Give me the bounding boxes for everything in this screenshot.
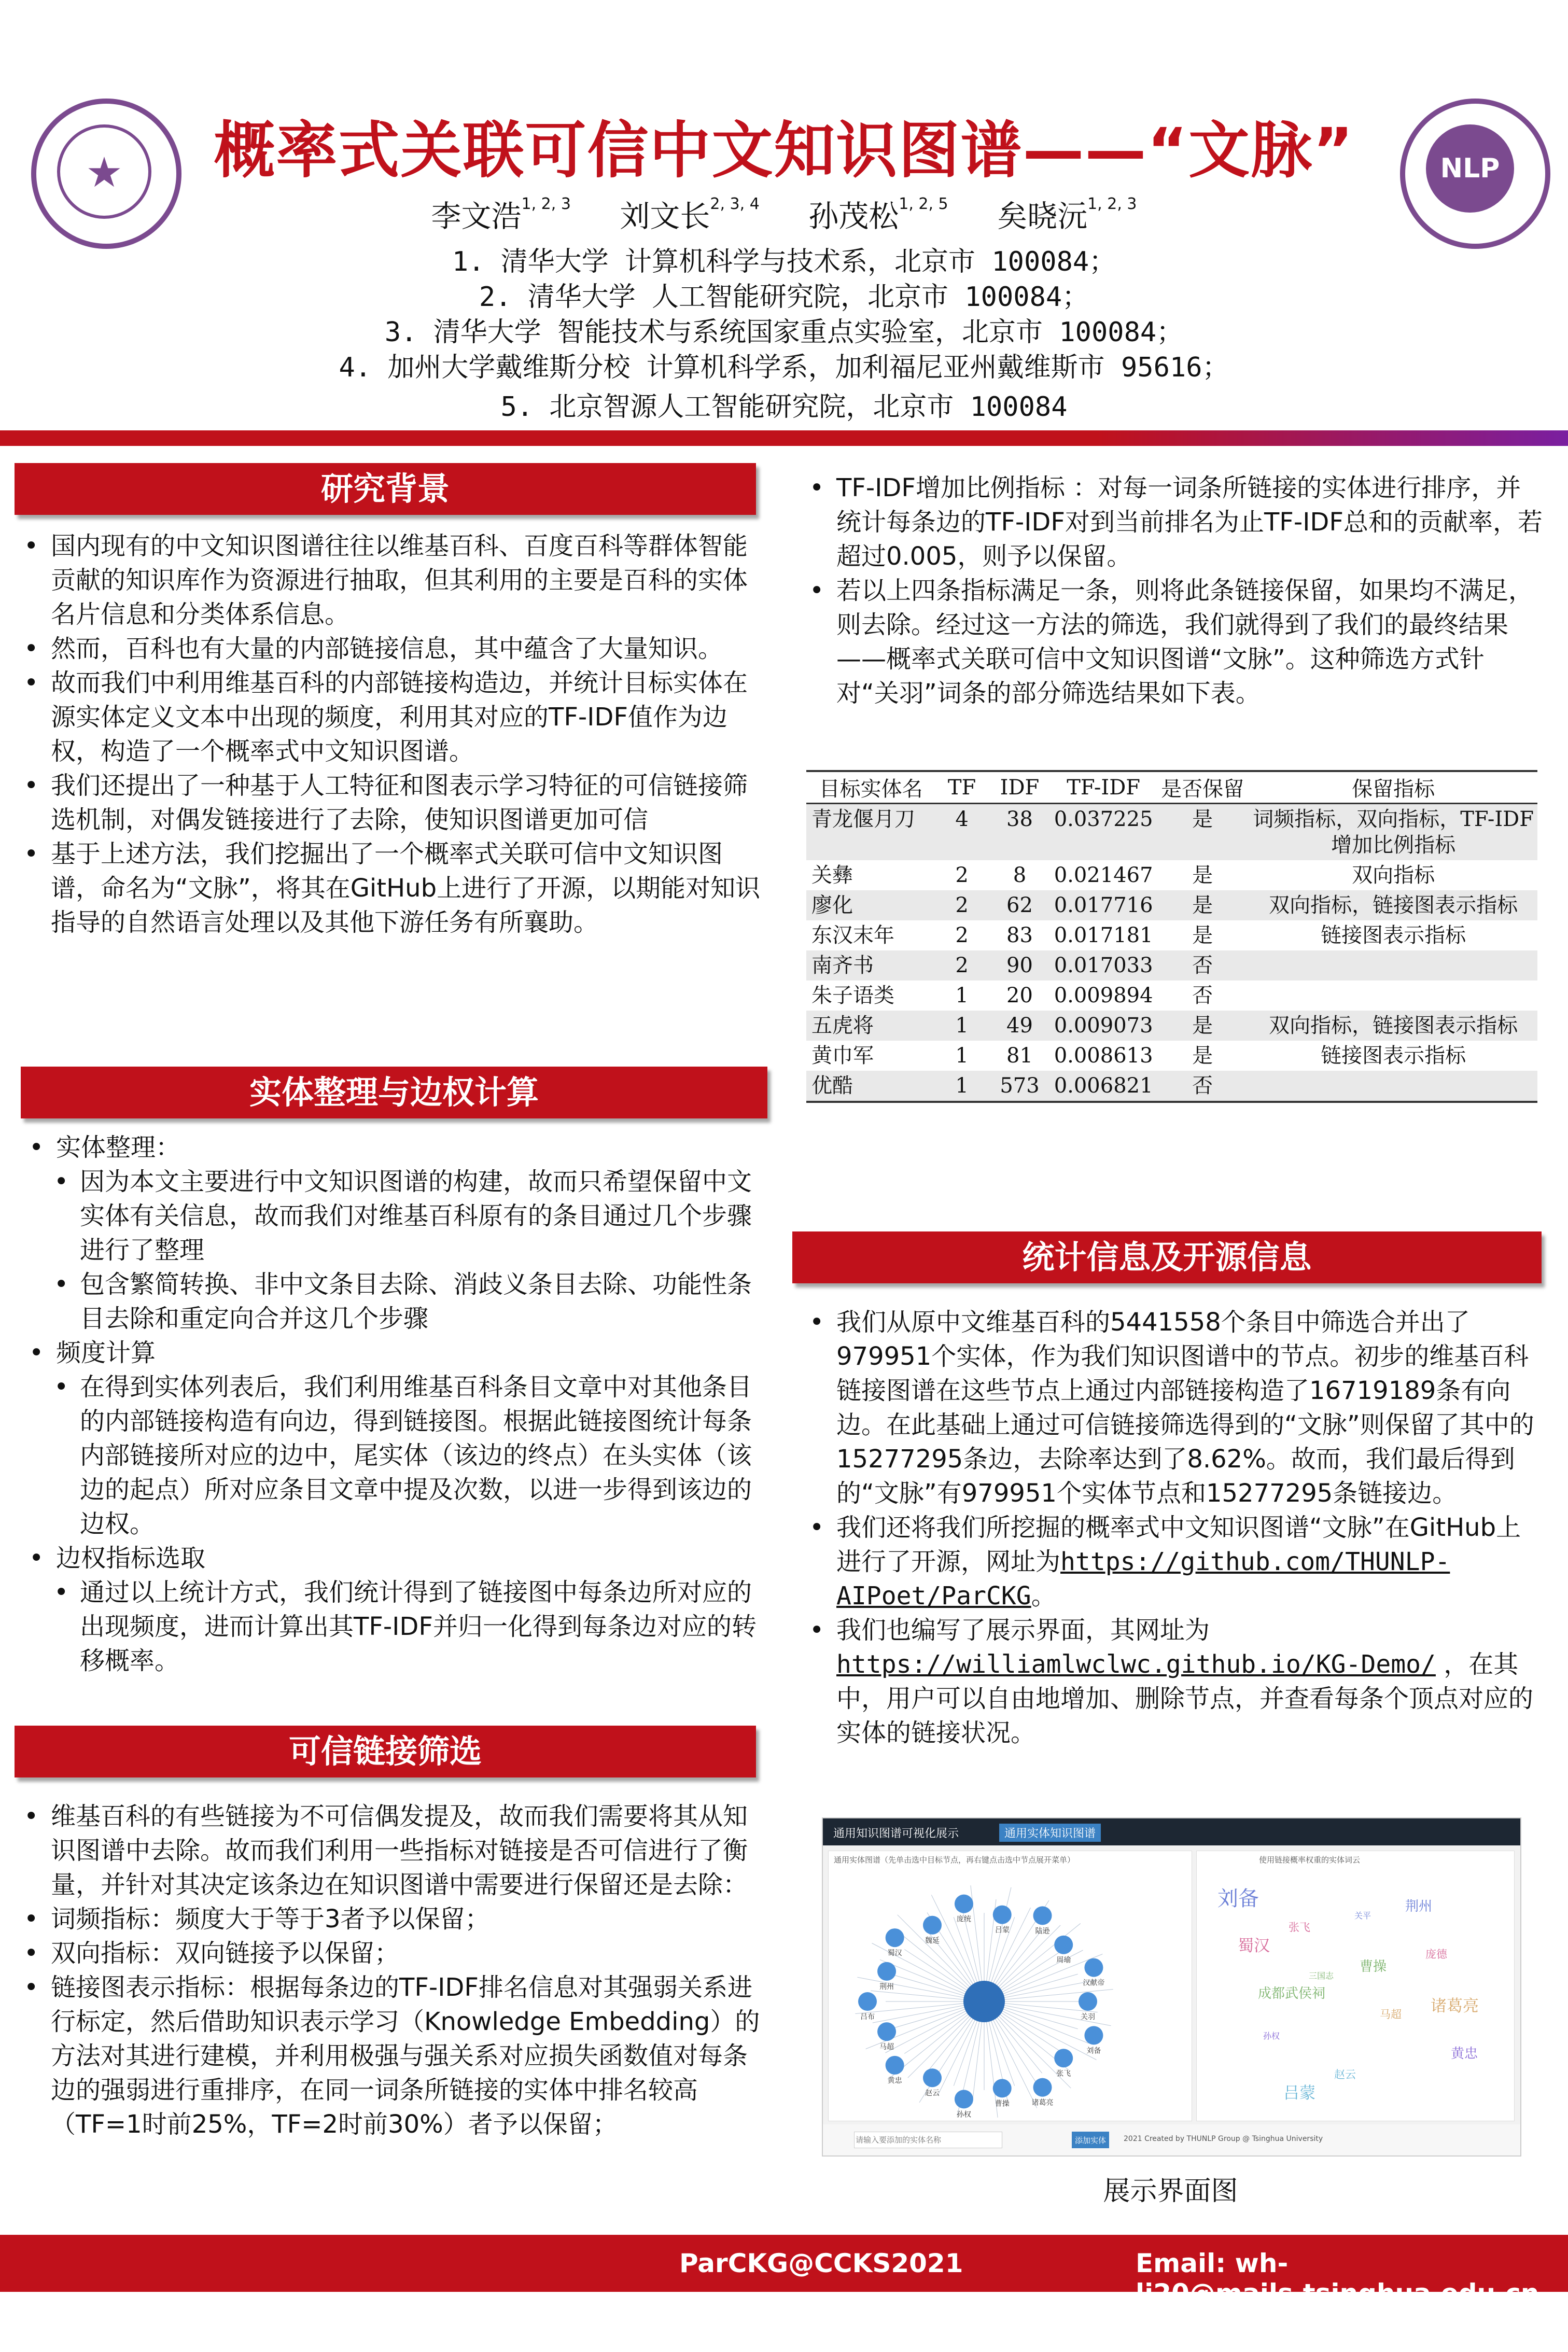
graph-node[interactable] [1033, 2078, 1052, 2097]
background-bullet-5: • 基于上述方法，我们挖掘出了一个概率式关联可信中文知识图谱，命名为“文脉”，将其在GitHub上进行了开源，以期能对知识指导的自然语言处理以及其他下游任务有所襄助。 [21, 837, 767, 940]
table-cell: 2 [935, 950, 988, 981]
table-cell [1249, 981, 1537, 1011]
github-link[interactable]: https://github.com/THUNLP-AIPoet/ParCKG [836, 1547, 1450, 1611]
table-row [806, 981, 1537, 1011]
table-row [806, 1041, 1537, 1071]
table-cell: 0.021467 [1054, 863, 1153, 887]
author-3: 孙茂松$^{1, 2, 5}$ [808, 195, 948, 234]
graph-node[interactable] [877, 2022, 896, 2041]
word-cloud-item: 孙权 [1263, 2031, 1280, 2041]
demo-entity-input[interactable] [854, 2132, 1002, 2148]
affiliation-3: 3. 清华大学 智能技术与系统国家重点实验室，北京市 100084； [384, 317, 1184, 348]
table-cell: 关彝 [811, 863, 853, 887]
table-header-cell: TF [935, 771, 988, 804]
table-cell: 否 [1156, 950, 1249, 981]
table-cell: 是 [1156, 890, 1249, 920]
table-cell: 0.006821 [1051, 1071, 1156, 1102]
filter-bullet-4: • TF-IDF增加比例指标 ：对每一词条所链接的实体进行排序，并统计每条边的TF-IDF对到当前排名为止TF-IDF总和的贡献率，若超过0.005，则予以保留。 [806, 471, 1543, 573]
graph-node[interactable] [886, 1928, 904, 1947]
table-cell: 49 [988, 1011, 1051, 1041]
table-cell: 东汉末年 [811, 923, 894, 947]
graph-node-label: 周瑜 [1056, 1956, 1071, 1965]
section-heading-background: 研究背景 [15, 463, 756, 515]
table-cell: 0.017181 [1054, 923, 1153, 947]
table-cell: 0.017033 [1051, 950, 1156, 981]
section-heading-stats: 统计信息及开源信息 [792, 1231, 1542, 1283]
table-cell: 是 [1192, 1044, 1213, 1068]
table-cell: 0.009073 [1051, 1011, 1156, 1041]
demo-copyright: 2021 Created by THUNLP Group @ Tsinghua University [1124, 2135, 1323, 2143]
table-row [806, 804, 1537, 861]
graph-node[interactable] [923, 1916, 942, 1935]
table-header-cell: 是否保留 [1156, 771, 1249, 804]
graph-node-label: 庞统 [956, 1915, 971, 1924]
table-cell: 是 [1156, 804, 1249, 861]
table-cell: 573 [988, 1071, 1051, 1102]
tsinghua-logo: ★ [31, 99, 181, 249]
entity-item-organize: • 实体整理： [26, 1130, 762, 1165]
background-bullet-3: • 故而我们中利用维基百科的内部链接构造边，并统计目标实体在源实体定义文本中出现的频度，利用其对应的TF-IDF值作为边权，构造了一个概率式中文知识图谱。 [21, 666, 767, 768]
word-cloud-item: 关平 [1354, 1911, 1371, 1921]
table-cell: 1 [955, 1044, 969, 1068]
filter-bullet-5: • 若以上四条指标满足一条，则将此条链接保留，如果均不满足，则去除。经过这一方法的筛选，我们就得到了我们的最终结果——概率式关联可信中文知识图谱“文脉”。这种筛选方式针对“关羽”词条的部分筛选结果如下表。 [806, 573, 1543, 710]
affiliation-5: 5. 北京智源人工智能研究院，北京市 100084 [500, 391, 1068, 423]
word-cloud [1217, 1882, 1497, 2110]
table-cell: 0.037225 [1051, 804, 1156, 861]
demo-tab-visualization: 通用知识图谱可视化展示 [833, 1827, 959, 1840]
author-1: 李文浩$^{1, 2, 3}$ [431, 195, 571, 234]
graph-node[interactable] [1054, 2049, 1073, 2067]
table-row [806, 1011, 1537, 1041]
table-cell: 否 [1192, 984, 1213, 1007]
graph-node-label: 刘备 [1086, 2047, 1101, 2055]
filter-result-table [806, 770, 1537, 1103]
stats-bullet-3 [806, 1613, 1543, 1750]
graph-node[interactable] [1084, 1958, 1103, 1977]
table-cell: 1 [935, 1071, 988, 1102]
table-row [806, 890, 1537, 920]
entity-item-frequency: • 频度计算 [26, 1336, 762, 1370]
table-cell: 是 [1192, 863, 1213, 887]
stats-bullet-2 [806, 1510, 1543, 1613]
graph-node[interactable] [1079, 1992, 1097, 2011]
section-heading-filter: 可信链接筛选 [15, 1726, 756, 1777]
poster-title: 概率式关联可信中文知识图谱——“文脉” [214, 115, 1354, 186]
table-cell: 0.009894 [1054, 984, 1153, 1007]
graph-node-label: 蜀汉 [887, 1949, 902, 1958]
graph-node-label: 曹操 [995, 2099, 1010, 2108]
table-cell: 83 [1006, 923, 1033, 947]
graph-node[interactable] [886, 2056, 904, 2075]
table-cell: 黄巾军 [811, 1044, 874, 1068]
word-cloud-item: 张飞 [1289, 1921, 1310, 1934]
graph-node-label: 荆州 [879, 1982, 894, 1991]
table-row [806, 950, 1537, 981]
graph-node[interactable] [1084, 2026, 1103, 2045]
graph-node-label: 黄忠 [887, 2076, 902, 2085]
background-bullet-1: • 国内现有的中文知识图谱往往以维基百科、百度百科等群体智能贡献的知识库作为资源进行抽取，但其利用的主要是百科的实体名片信息和分类体系信息。 [21, 529, 767, 632]
table-cell: 2 [935, 890, 988, 920]
header-divider [0, 430, 1568, 446]
entity-sub-2: • 包含繁简转换、非中文条目去除、消歧义条目去除、功能性条目去除和重定向合并这几个步骤 [26, 1267, 762, 1336]
table-cell: 朱子语类 [811, 984, 894, 1007]
word-cloud-item: 刘备 [1217, 1887, 1259, 1911]
graph-node-label: 吕蒙 [995, 1926, 1010, 1935]
word-cloud-item: 黄忠 [1451, 2046, 1478, 2062]
table-cell: 2 [955, 923, 969, 947]
table-cell: 是 [1192, 923, 1213, 947]
table-cell: 否 [1156, 1071, 1249, 1102]
table-cell [1249, 950, 1537, 981]
graph-node[interactable] [858, 1992, 877, 2011]
stats-bullet-3-end: ，在其中，用户可以自由地增加、删除节点，并查看每条个顶点对应的实体的链接状况。 [836, 1650, 1534, 1747]
affiliation-2: 2. 清华大学 人工智能研究院，北京市 100084； [479, 282, 1089, 313]
table-cell: 62 [988, 890, 1051, 920]
demo-screenshot [822, 1817, 1521, 2157]
demo-graph-pane [828, 1851, 1192, 2121]
demo-tab-entity: 通用实体知识图谱 [999, 1824, 1101, 1842]
demo-wordcloud-pane [1196, 1851, 1515, 2121]
graph-node-label: 马超 [879, 2043, 894, 2052]
table-cell [1249, 1071, 1537, 1102]
background-bullet-2: • 然而，百科也有大量的内部链接信息，其中蕴含了大量知识。 [21, 632, 767, 666]
table-cell: 38 [988, 804, 1051, 861]
thunlp-logo: NLP [1400, 99, 1550, 249]
table-cell: 2 [955, 863, 969, 887]
demo-top-bar [823, 1818, 1520, 1845]
graph-node[interactable] [1033, 1906, 1052, 1925]
affiliation-4: 4. 加州大学戴维斯分校 计算机科学系，加利福尼亚州戴维斯市 95616； [339, 352, 1229, 383]
graph-node[interactable] [993, 2079, 1012, 2097]
graph-node-label: 张飞 [1056, 2069, 1071, 2078]
stats-section-body [806, 1305, 1543, 1750]
table-header-cell: 保留指标 [1249, 771, 1537, 804]
stats-bullet-1: • 我们从原中文维基百科的5441558个条目中筛选合并出了979951个实体，作为我们知识图谱中的节点。初步的维基百科链接图谱在这些节点上通过内部链接构造了16719189条有向边。在此基础上通过可信链接筛选得到的“文脉”则保留了其中的15277295条边，去除率达到了8.62%。故而，我们最后得到的“文脉”有979951个实体节点和15277295条链接边。 [806, 1305, 1543, 1510]
table-header-cell: 目标实体名 [806, 771, 935, 804]
table-cell: 双向指标 [1352, 863, 1435, 887]
table-cell: 是 [1156, 1011, 1249, 1041]
filter-bullet-3: • 链接图表示指标：根据每条边的TF-IDF排名信息对其强弱关系进行标定，然后借助知识表示学习（Knowledge Embedding）的方法对其进行建模，并利用极强与强关系对应损失函数值对每条边的强弱进行重排序，在同一词条所链接的实体中排名较高（TF=1时前25%，TF=2时前30%）者予以保留； [21, 1970, 767, 2141]
filter-bullet-1: • 词频指标：频度大于等于3者予以保留； [21, 1902, 767, 1936]
table-cell: 链接图表示指标 [1321, 923, 1466, 947]
table-cell: 90 [988, 950, 1051, 981]
word-cloud-item: 吕蒙 [1283, 2084, 1315, 2103]
table-cell: 双向指标，链接图表示指标 [1249, 1011, 1537, 1041]
entity-sub-3: • 在得到实体列表后，我们利用维基百科条目文章中对其他条目的内部链接构造有向边，得到链接图。根据此链接图统计每条内部链接所对应的边中，尾实体（该边的终点）在头实体（该边的起点）所对应条目文章中提及次数，以进一步得到该边的边权。 [26, 1370, 762, 1541]
word-cloud-item: 赵云 [1334, 2068, 1356, 2081]
table-header-row [806, 771, 1537, 804]
word-cloud-item: 蜀汉 [1238, 1937, 1270, 1955]
filter-continued-body [806, 471, 1543, 710]
section-heading-entity: 实体整理与边权计算 [21, 1067, 767, 1118]
word-cloud-item: 庞德 [1425, 1948, 1447, 1961]
table-cell: 20 [1006, 984, 1033, 1007]
table-row [806, 1071, 1537, 1102]
table-header-cell: IDF [988, 771, 1051, 804]
footer-email: Email: wh-li20@mails.tsinghua.edu.cn [1136, 2248, 1539, 2308]
graph-node-label: 汉献帝 [1083, 1979, 1105, 1987]
stats-bullet-3-text: 我们也编写了展示界面，其网址为 [836, 1616, 1210, 1645]
filter-bullet-2: • 双向指标：双向链接予以保留； [21, 1936, 767, 1970]
table-cell: 1 [935, 1011, 988, 1041]
graph-node[interactable] [955, 2090, 973, 2108]
table-cell: 双向指标，链接图表示指标 [1249, 890, 1537, 920]
table-cell: 优酷 [806, 1071, 935, 1102]
graph-center-node[interactable] [963, 1981, 1005, 2022]
table-cell: 链接图表示指标 [1321, 1044, 1466, 1068]
knowledge-graph-visual [829, 1851, 1192, 2121]
graph-node-label: 赵云 [925, 2089, 940, 2098]
table-cell: 廖化 [806, 890, 935, 920]
table-cell: 81 [1006, 1044, 1033, 1068]
filter-section-body [21, 1799, 767, 2141]
stats-bullet-2-end: 。 [1031, 1581, 1056, 1611]
author-2: 刘文长$^{2, 3, 4}$ [620, 195, 760, 234]
entity-item-weight: • 边权指标选取 [26, 1541, 762, 1575]
graph-node[interactable] [993, 1906, 1012, 1924]
graph-node-label: 魏延 [925, 1936, 940, 1945]
table-header-cell: TF-IDF [1051, 771, 1156, 804]
demo-link[interactable]: https://williamlwclwc.github.io/KG-Demo/ [836, 1650, 1436, 1679]
table-cell: 青龙偃月刀 [806, 804, 935, 861]
table-row [806, 920, 1537, 950]
affiliation-1: 1. 清华大学 计算机科学与技术系，北京市 100084； [452, 246, 1116, 277]
table-cell: 南齐书 [806, 950, 935, 981]
figure-caption: 展示界面图 [1103, 2176, 1238, 2207]
table-cell: 1 [955, 984, 969, 1007]
table-cell: 0.008613 [1054, 1044, 1153, 1068]
graph-node-label: 孙权 [956, 2110, 971, 2119]
demo-graph-caption: 通用实体图谱（先单击选中目标节点，再右键点击选中节点展开菜单） [834, 1855, 1075, 1865]
word-cloud-item: 荆州 [1405, 1899, 1433, 1914]
entity-sub-1: • 因为本文主要进行中文知识图谱的构建，故而只希望保留中文实体有关信息，故而我们对维基百科原有的条目通过几个步骤进行了整理 [26, 1165, 762, 1267]
graph-node[interactable] [1054, 1936, 1073, 1954]
graph-node-label: 陆逊 [1035, 1927, 1050, 1936]
word-cloud-item: 诸葛亮 [1431, 1997, 1479, 2015]
graph-node[interactable] [923, 2068, 942, 2087]
table-cell: 五虎将 [806, 1011, 935, 1041]
graph-node-label: 关羽 [1081, 2013, 1095, 2021]
graph-node[interactable] [955, 1895, 973, 1913]
demo-wordcloud-caption: 使用链接概率权重的实体词云 [1259, 1855, 1361, 1865]
demo-footer [823, 2124, 1520, 2155]
word-cloud-item: 曹操 [1360, 1959, 1387, 1975]
table-cell: 0.017716 [1051, 890, 1156, 920]
word-cloud-item: 马超 [1380, 2008, 1402, 2021]
footer-conference: ParCKG@CCKS2021 [679, 2248, 963, 2278]
table-cell: 词频指标，双向指标，TF-IDF增加比例指标 [1249, 804, 1537, 861]
word-cloud-item: 三国志 [1309, 1971, 1334, 1981]
table-cell: 4 [935, 804, 988, 861]
table-cell: 8 [1013, 863, 1027, 887]
author-list [0, 192, 1568, 235]
entity-section-body [26, 1130, 762, 1678]
stats-bullet-2-text: 我们还将我们所挖掘的概率式中文知识图谱“文脉”在GitHub上进行了开源，网址为 [836, 1513, 1521, 1576]
entity-sub-4: • 通过以上统计方式，我们统计得到了链接图中每条边所对应的出现频度，进而计算出其TF-IDF并归一化得到每条边对应的转移概率。 [26, 1575, 762, 1678]
filter-intro: • 维基百科的有些链接为不可信偶发提及，故而我们需要将其从知识图谱中去除。故而我们利用一些指标对链接是否可信进行了衡量，并针对其决定该条边在知识图谱中需要进行保留还是去除： [21, 1799, 767, 1902]
word-cloud-item: 成都武侯祠 [1258, 1986, 1326, 2001]
author-4: 矣晓沅$^{1, 2, 3}$ [997, 195, 1137, 234]
graph-node-label: 诸葛亮 [1031, 2098, 1054, 2107]
demo-add-entity-button[interactable]: 添加实体 [1072, 2132, 1109, 2148]
table-row [806, 860, 1537, 890]
footer-bar [0, 2235, 1568, 2308]
background-bullet-4: • 我们还提出了一种基于人工特征和图表示学习特征的可信链接筛选机制，对偶发链接进行了去除，使知识图谱更加可信 [21, 768, 767, 837]
graph-node[interactable] [877, 1962, 896, 1981]
graph-node-label: 吕布 [860, 2013, 875, 2021]
background-section-body [21, 529, 767, 940]
